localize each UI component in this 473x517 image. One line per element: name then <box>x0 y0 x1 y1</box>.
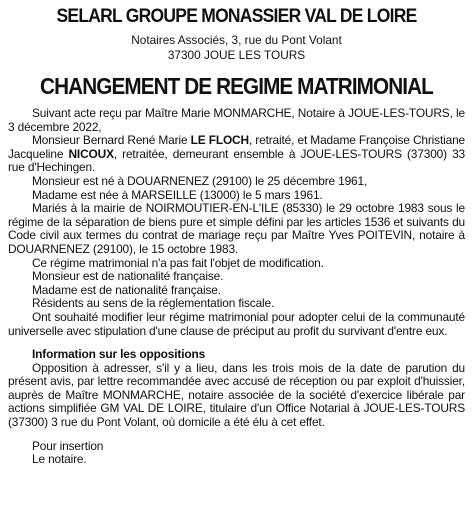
firm-address <box>8 33 465 63</box>
firm-name: SELARL GROUPE MONASSIER VAL DE LOIRE <box>56 6 417 27</box>
notice-body <box>8 107 465 467</box>
parties-text-1: Monsieur Bernard René Marie <box>32 133 191 148</box>
oppositions-text: Opposition à adresser, s'il y a lieu, dans les trois mois de la date de parution du présent avis, par lettre recommandée avec accusé de réception ou par exploit d'huissier, auprès de Maître MONMARCHE, notaire associée de la société d'exercice libérale par actions simplifiée GM VAL DE LOIRE, titulaire d'un Office Notarial à JOUE-LES-TOURS (37300) 3 rue du Pont Volant, où domicile a été élu à cet effet. <box>8 360 465 430</box>
parties-text-2: , retraité, et Madame Françoise Christiane Jacqueline <box>8 133 465 161</box>
parties-text-3: , retraitée, demeurant ensemble à JOUE-LES-TOURS (37300) 33 rue d'Hechingen. <box>8 146 465 175</box>
paragraph-wife-nationality: Madame est de nationalité française. <box>32 282 221 297</box>
closing-signature: Le notaire. <box>32 452 87 467</box>
paragraph-marriage: Mariés à la mairie de NOIRMOUTIER-EN-L'ILE (85330) le 29 octobre 1983 sous le régime de la séparation de biens pure et simple défini par les articles 1536 et suivants du Code civil aux termes du contrat de mariage reçu par Maître Yves POITEVIN, notaire à DOUARNENEZ (29100), le 15 octobre 1983. <box>8 201 465 256</box>
closing-insertion: Pour insertion <box>32 438 104 453</box>
paragraph-husband-birth: Monsieur est né à DOUARNENEZ (29100) le 25 décembre 1961, <box>32 173 368 188</box>
paragraph-husband-nationality: Monsieur est de nationalité française. <box>32 269 224 284</box>
paragraph-deed: Suivant acte reçu par Maître Marie MONMARCHE, Notaire à JOUE-LES-TOURS, le 3 décembre 2022, <box>8 106 465 134</box>
address-line-2: 37300 JOUE LES TOURS <box>167 48 306 62</box>
notice-title: CHANGEMENT DE REGIME MATRIMONIAL <box>40 73 433 99</box>
oppositions-title: Information sur les oppositions <box>32 347 206 362</box>
address-line-1: Notaires Associés, 3, rue du Pont Volant <box>131 33 342 47</box>
paragraph-residency: Résidents au sens de la réglementation fiscale. <box>32 296 275 311</box>
paragraph-parties <box>8 134 465 175</box>
paragraph-wife-birth: Madame est née à MARSEILLE (13000) le 5 mars 1961. <box>32 187 323 202</box>
wife-surname: NICOUX <box>68 146 114 161</box>
paragraph-no-modification: Ce régime matrimonial n'a pas fait l'objet de modification. <box>32 255 324 270</box>
husband-surname: LE FLOCH <box>190 133 249 148</box>
paragraph-new-regime: Ont souhaité modifier leur régime matrimonial pour adopter celui de la communauté universelle avec stipulation d'une clause de préciput au profit du survivant d'entre eux. <box>8 309 465 338</box>
